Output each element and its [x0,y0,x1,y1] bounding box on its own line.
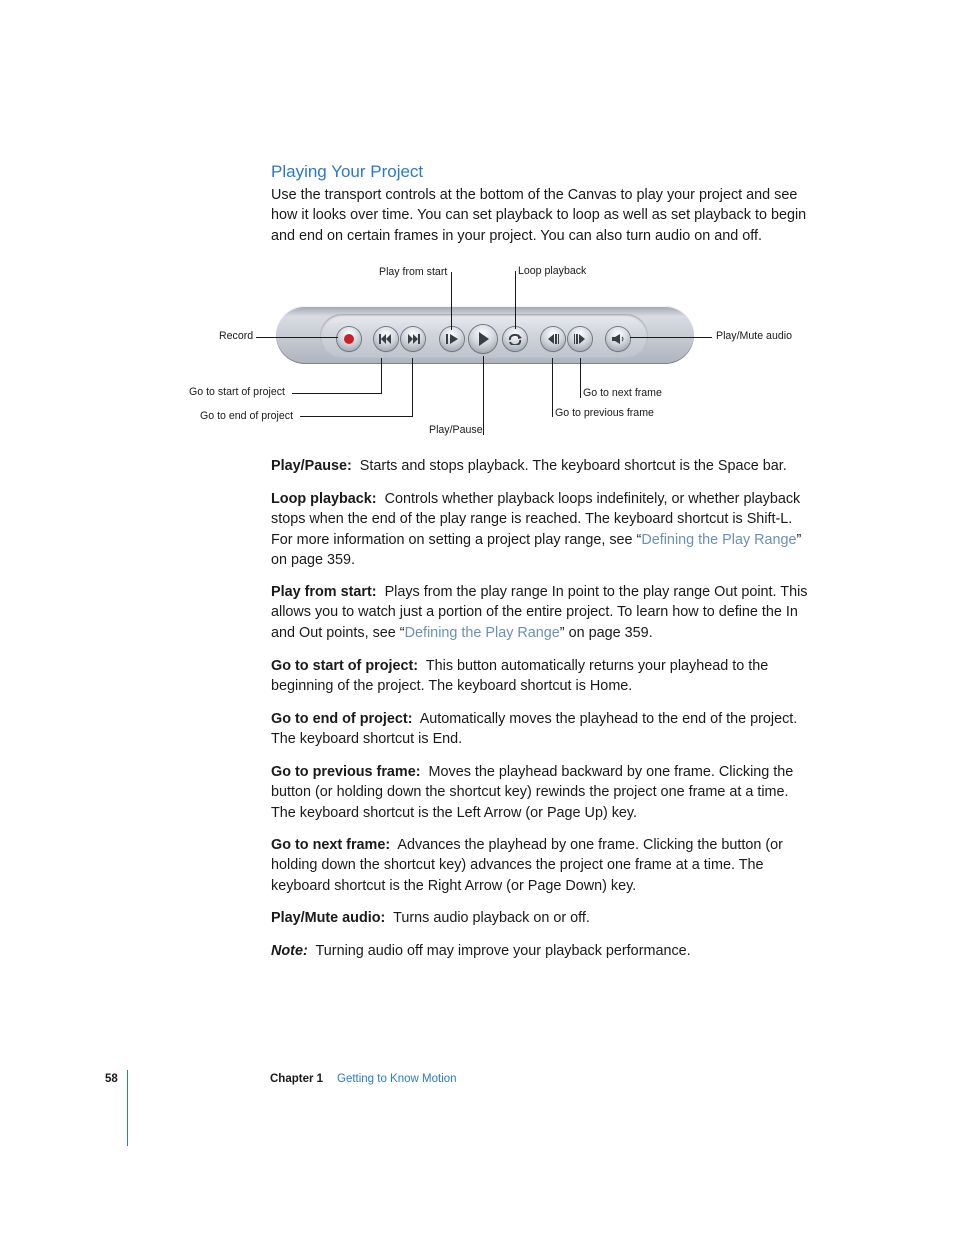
leader-go-to-next-frame [580,358,581,398]
definition-loop-playback [271,489,816,570]
definition-text: Automatically moves the playhead to the end of the project. The keyboard shortcut is End. [271,711,798,748]
callout-play-pause: Play/Pause [429,424,483,436]
leader-go-to-previous-frame [552,358,553,417]
note-paragraph [271,941,816,961]
note-label: Note: [271,943,308,959]
callout-play-mute-audio: Play/Mute audio [716,330,792,342]
play-icon [477,332,489,346]
go-to-end-button[interactable] [401,327,425,351]
record-button[interactable] [337,327,361,351]
play-from-start-icon [446,333,458,345]
callout-go-to-next-frame: Go to next frame [583,387,662,399]
definition-go-to-end [271,709,816,750]
loop-icon [508,333,522,345]
callout-go-to-end: Go to end of project [200,410,294,422]
footer-chapter-label: Chapter 1 [270,1073,324,1085]
leader-play-pause [483,356,484,435]
term: Play/Mute audio: [271,910,386,926]
link-defining-play-range[interactable]: Defining the Play Range [404,624,560,641]
note-text: Turning audio off may improve your playback performance. [315,943,691,959]
callout-loop-playback: Loop playback [518,265,587,277]
definition-text: Turns audio playback on or off. [393,910,590,926]
step-back-icon [547,334,559,344]
skip-to-start-icon [379,334,393,344]
link-defining-play-range[interactable]: Defining the Play Range [641,531,797,548]
intro-paragraph: Use the transport controls at the bottom of the Canvas to play your project and see how it looks over time. You can set playback to loop as well as set playback to begin and end on certain frames in your project. You can also turn audio on and off. [271,187,807,244]
loop-playback-button[interactable] [503,327,527,351]
next-frame-button[interactable] [568,327,592,351]
callout-go-to-start: Go to start of project [189,386,285,398]
definition-text: Moves the playhead backward by one frame. Clicking the button (or holding down the shortcut key) rewinds the project one frame at a time. The keyboard shortcut is the Left Arrow (or Page Up) key. [271,764,794,821]
definition-text: This button automatically returns your playhead to the beginning of the project. The keyboard shortcut is Home. [271,658,769,695]
definition-play-from-start [271,582,816,643]
page-number: 58 [105,1073,118,1085]
leader-loop-playback [515,271,516,329]
skip-to-end-icon [406,334,420,344]
term: Loop playback: [271,491,377,507]
leader-play-mute-audio [630,337,712,338]
definition-play-mute-audio [271,908,816,928]
definition-text: Plays from the play range In point to the play range Out point. This allows you to watch just a portion of the entire project. To learn how to define the In and Out points, see “ [271,584,808,641]
footer-divider [127,1070,128,1146]
term: Play/Pause: [271,458,352,474]
callout-go-to-previous-frame: Go to previous frame [555,407,654,419]
leader-go-to-start-v [381,358,382,394]
leader-record [256,337,338,338]
definition-text-tail: ” on page 359. [271,531,802,568]
definition-go-to-next-frame [271,835,816,896]
play-pause-button[interactable] [469,325,497,353]
leader-play-from-start [451,272,452,330]
callout-play-from-start: Play from start [379,266,448,278]
definition-text: Controls whether playback loops indefinitely, or whether playback stops when the end of the play range is reached. The keyboard shortcut is Shift-L. For more information on setting a project play range, see “ [271,491,801,548]
definition-text-tail: ” on page 359. [559,624,653,641]
section-heading: Playing Your Project [271,162,424,181]
term: Play from start: [271,584,377,600]
definition-text: Starts and stops playback. The keyboard shortcut is the Space bar. [359,458,787,474]
mute-audio-button[interactable] [606,327,630,351]
term: Go to start of project: [271,658,419,674]
term: Go to previous frame: [271,764,421,780]
leader-go-to-end-h [300,416,412,417]
footer-chapter-title[interactable]: Getting to Know Motion [337,1073,457,1085]
leader-go-to-start-h [292,393,381,394]
term: Go to end of project: [271,711,413,727]
step-forward-icon [574,334,586,344]
leader-go-to-end-v [412,358,413,417]
previous-frame-button[interactable] [541,327,565,351]
term: Go to next frame: [271,837,391,853]
callout-record: Record [219,330,254,342]
play-from-start-button[interactable] [440,327,464,351]
record-icon [343,333,355,345]
definition-text: Advances the playhead by one frame. Clicking the button (or holding down the shortcut key) advances the project one frame at a time. The keyboard shortcut is the Right Arrow (or Page Down) key. [271,837,783,894]
definition-go-to-start [271,656,816,697]
go-to-start-button[interactable] [374,327,398,351]
definition-play-pause [271,456,816,476]
speaker-icon [612,334,624,344]
definition-go-to-previous-frame [271,762,816,823]
